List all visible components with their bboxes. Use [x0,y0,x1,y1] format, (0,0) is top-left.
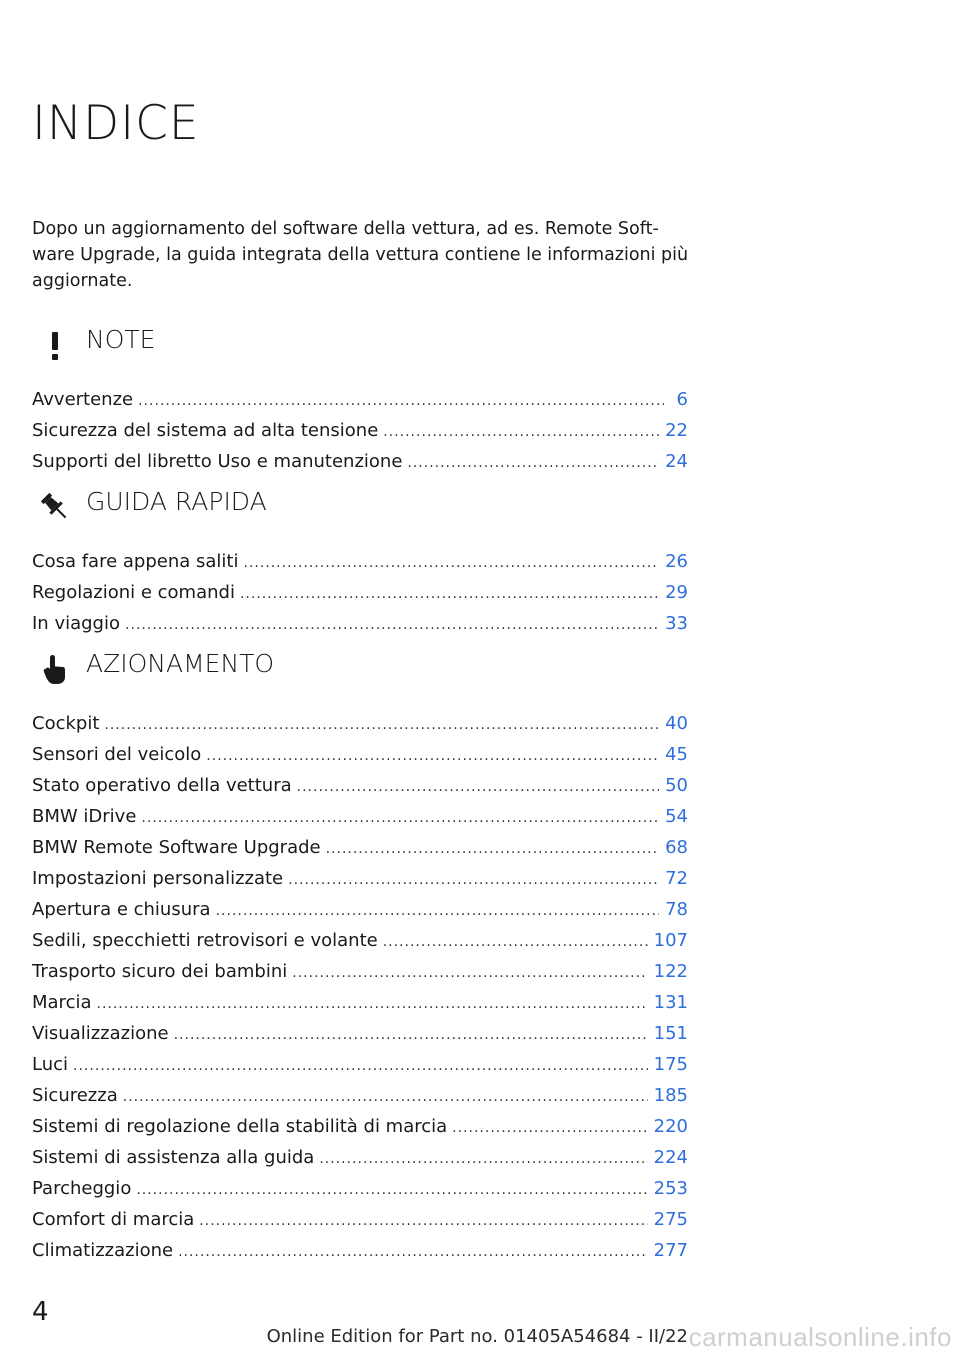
intro-line: aggiornate. [32,271,133,291]
section-header [32,646,688,690]
toc-entry-page-link[interactable]: 185 [653,1085,688,1106]
toc-entry[interactable] [32,1080,688,1111]
leader-dots [73,1051,648,1082]
leader-dots [206,741,659,772]
toc-entry-label: Sistemi di regolazione della stabilità di marcia [32,1116,448,1137]
toc-entry-label: Trasporto sicuro dei bambini [32,961,288,982]
toc-entry-label: Parcheggio [32,1178,132,1199]
leader-dots [136,1175,647,1206]
leader-dots [240,579,659,610]
section-title: AZIONAMENTO [86,649,275,678]
section-azionamento [32,646,688,1266]
toc-entry[interactable] [32,546,688,577]
leader-dots [216,896,660,927]
toc-entry-page-link[interactable]: 224 [653,1147,688,1168]
toc-entry[interactable] [32,1173,688,1204]
toc-entry[interactable] [32,1142,688,1173]
leader-dots [199,1206,647,1237]
toc-entry-label: Stato operativo della vettura [32,775,292,796]
leader-dots [407,448,659,479]
toc-entry[interactable] [32,1111,688,1142]
leader-dots [288,865,659,896]
toc-entry[interactable] [32,739,688,770]
footer-edition: Online Edition for Part no. 01405A54684 - II/22 [266,1326,688,1347]
leader-dots [178,1237,648,1268]
section-guida-rapida [32,484,688,639]
leader-dots [243,548,659,579]
toc-entry-page-link[interactable]: 107 [653,930,688,951]
toc-entry[interactable] [32,956,688,987]
toc-entry[interactable] [32,1049,688,1080]
toc-entry-page-link[interactable]: 78 [665,899,688,920]
toc-entry-label: In viaggio [32,613,120,634]
toc-entry-page-link[interactable]: 277 [653,1240,688,1261]
toc-entry-page-link[interactable]: 6 [676,389,688,410]
toc-entry-page-link[interactable]: 26 [665,551,688,572]
toc-entry[interactable] [32,708,688,739]
toc-entry-page-link[interactable]: 253 [653,1178,688,1199]
toc-entry-label: Sedili, specchietti retrovisori e volante [32,930,378,951]
toc-entry[interactable] [32,1235,688,1266]
leader-dots [452,1113,647,1144]
toc-entry-label: Climatizzazione [32,1240,174,1261]
toc-entry-label: Marcia [32,992,92,1013]
toc-entry-page-link[interactable]: 29 [665,582,688,603]
leader-dots [383,417,659,448]
pushpin-icon [38,490,72,524]
leader-dots [326,834,659,865]
toc-entry[interactable] [32,894,688,925]
toc-entry-label: Sicurezza [32,1085,118,1106]
toc-entry-label: Sensori del veicolo [32,744,202,765]
toc-entry-label: Comfort di marcia [32,1209,195,1230]
leader-dots [297,772,659,803]
toc-entry[interactable] [32,801,688,832]
toc-entry-label: Sistemi di assistenza alla guida [32,1147,315,1168]
section-title: NOTE [86,325,156,354]
leader-dots [138,386,664,417]
leader-dots [125,610,659,641]
toc-entry-label: Cockpit [32,713,100,734]
watermark: carmanualsonline.info [688,1322,952,1352]
toc-entry-page-link[interactable]: 22 [665,420,688,441]
toc-entry-label: Impostazioni personalizzate [32,868,284,889]
toc-entry[interactable] [32,863,688,894]
leader-dots [292,958,647,989]
leader-dots [383,927,648,958]
exclamation-icon [38,328,72,362]
toc-entry[interactable] [32,384,688,415]
section-header [32,484,688,528]
toc-entry-page-link[interactable]: 175 [653,1054,688,1075]
toc-entry[interactable] [32,1018,688,1049]
toc-entry-label: Cosa fare appena saliti [32,551,239,572]
toc-entry[interactable] [32,925,688,956]
toc-entry-label: Apertura e chiusura [32,899,211,920]
toc-entry[interactable] [32,770,688,801]
toc-entry-label: Supporti del libretto Uso e manutenzione [32,451,403,472]
leader-dots [104,710,659,741]
page-number: 4 [32,1297,49,1327]
pointing-hand-icon [38,652,72,686]
toc-entry[interactable] [32,987,688,1018]
section-header [32,322,688,366]
toc-entry-label: Sicurezza del sistema ad alta tensione [32,420,379,441]
toc-entry-label: Avvertenze [32,389,134,410]
intro-line: Dopo un aggiornamento del software della vettura, ad es. Remote Soft‐ [32,219,659,239]
toc-entry-page-link[interactable]: 50 [665,775,688,796]
toc-entry-label: Visualizzazione [32,1023,169,1044]
toc-entry-page-link[interactable]: 122 [653,961,688,982]
toc-entry[interactable] [32,577,688,608]
toc-entry[interactable] [32,608,688,639]
leader-dots [141,803,659,834]
section-title: GUIDA RAPIDA [86,487,267,516]
toc-entry[interactable] [32,832,688,863]
toc-entry-label: Luci [32,1054,69,1075]
toc-entry-page-link[interactable]: 151 [653,1023,688,1044]
toc-entry-page-link[interactable]: 72 [665,868,688,889]
toc-entry-page-link[interactable]: 54 [665,806,688,827]
intro-paragraph [32,216,692,294]
toc-entry[interactable] [32,446,688,477]
toc-entry-label: Regolazioni e comandi [32,582,235,603]
intro-line: ware Upgrade, la guida integrata della vettura contiene le informazioni più [32,245,689,265]
toc-entry-page-link[interactable]: 68 [665,837,688,858]
section-note [32,322,688,477]
leader-dots [97,989,648,1020]
toc-entry-label: BMW iDrive [32,806,137,827]
toc-entry-page-link[interactable]: 33 [665,613,688,634]
toc-entry-page-link[interactable]: 24 [665,451,688,472]
leader-dots [319,1144,647,1175]
toc-entry-page-link[interactable]: 131 [653,992,688,1013]
leader-dots [123,1082,648,1113]
leader-dots [174,1020,648,1051]
toc-entry-page-link[interactable]: 275 [653,1209,688,1230]
toc-entry-page-link[interactable]: 40 [665,713,688,734]
toc-entry-page-link[interactable]: 220 [653,1116,688,1137]
toc-entry[interactable] [32,415,688,446]
toc-entry[interactable] [32,1204,688,1235]
page-title: INDICE [32,96,200,151]
toc-entry-label: BMW Remote Software Upgrade [32,837,321,858]
toc-entry-page-link[interactable]: 45 [665,744,688,765]
